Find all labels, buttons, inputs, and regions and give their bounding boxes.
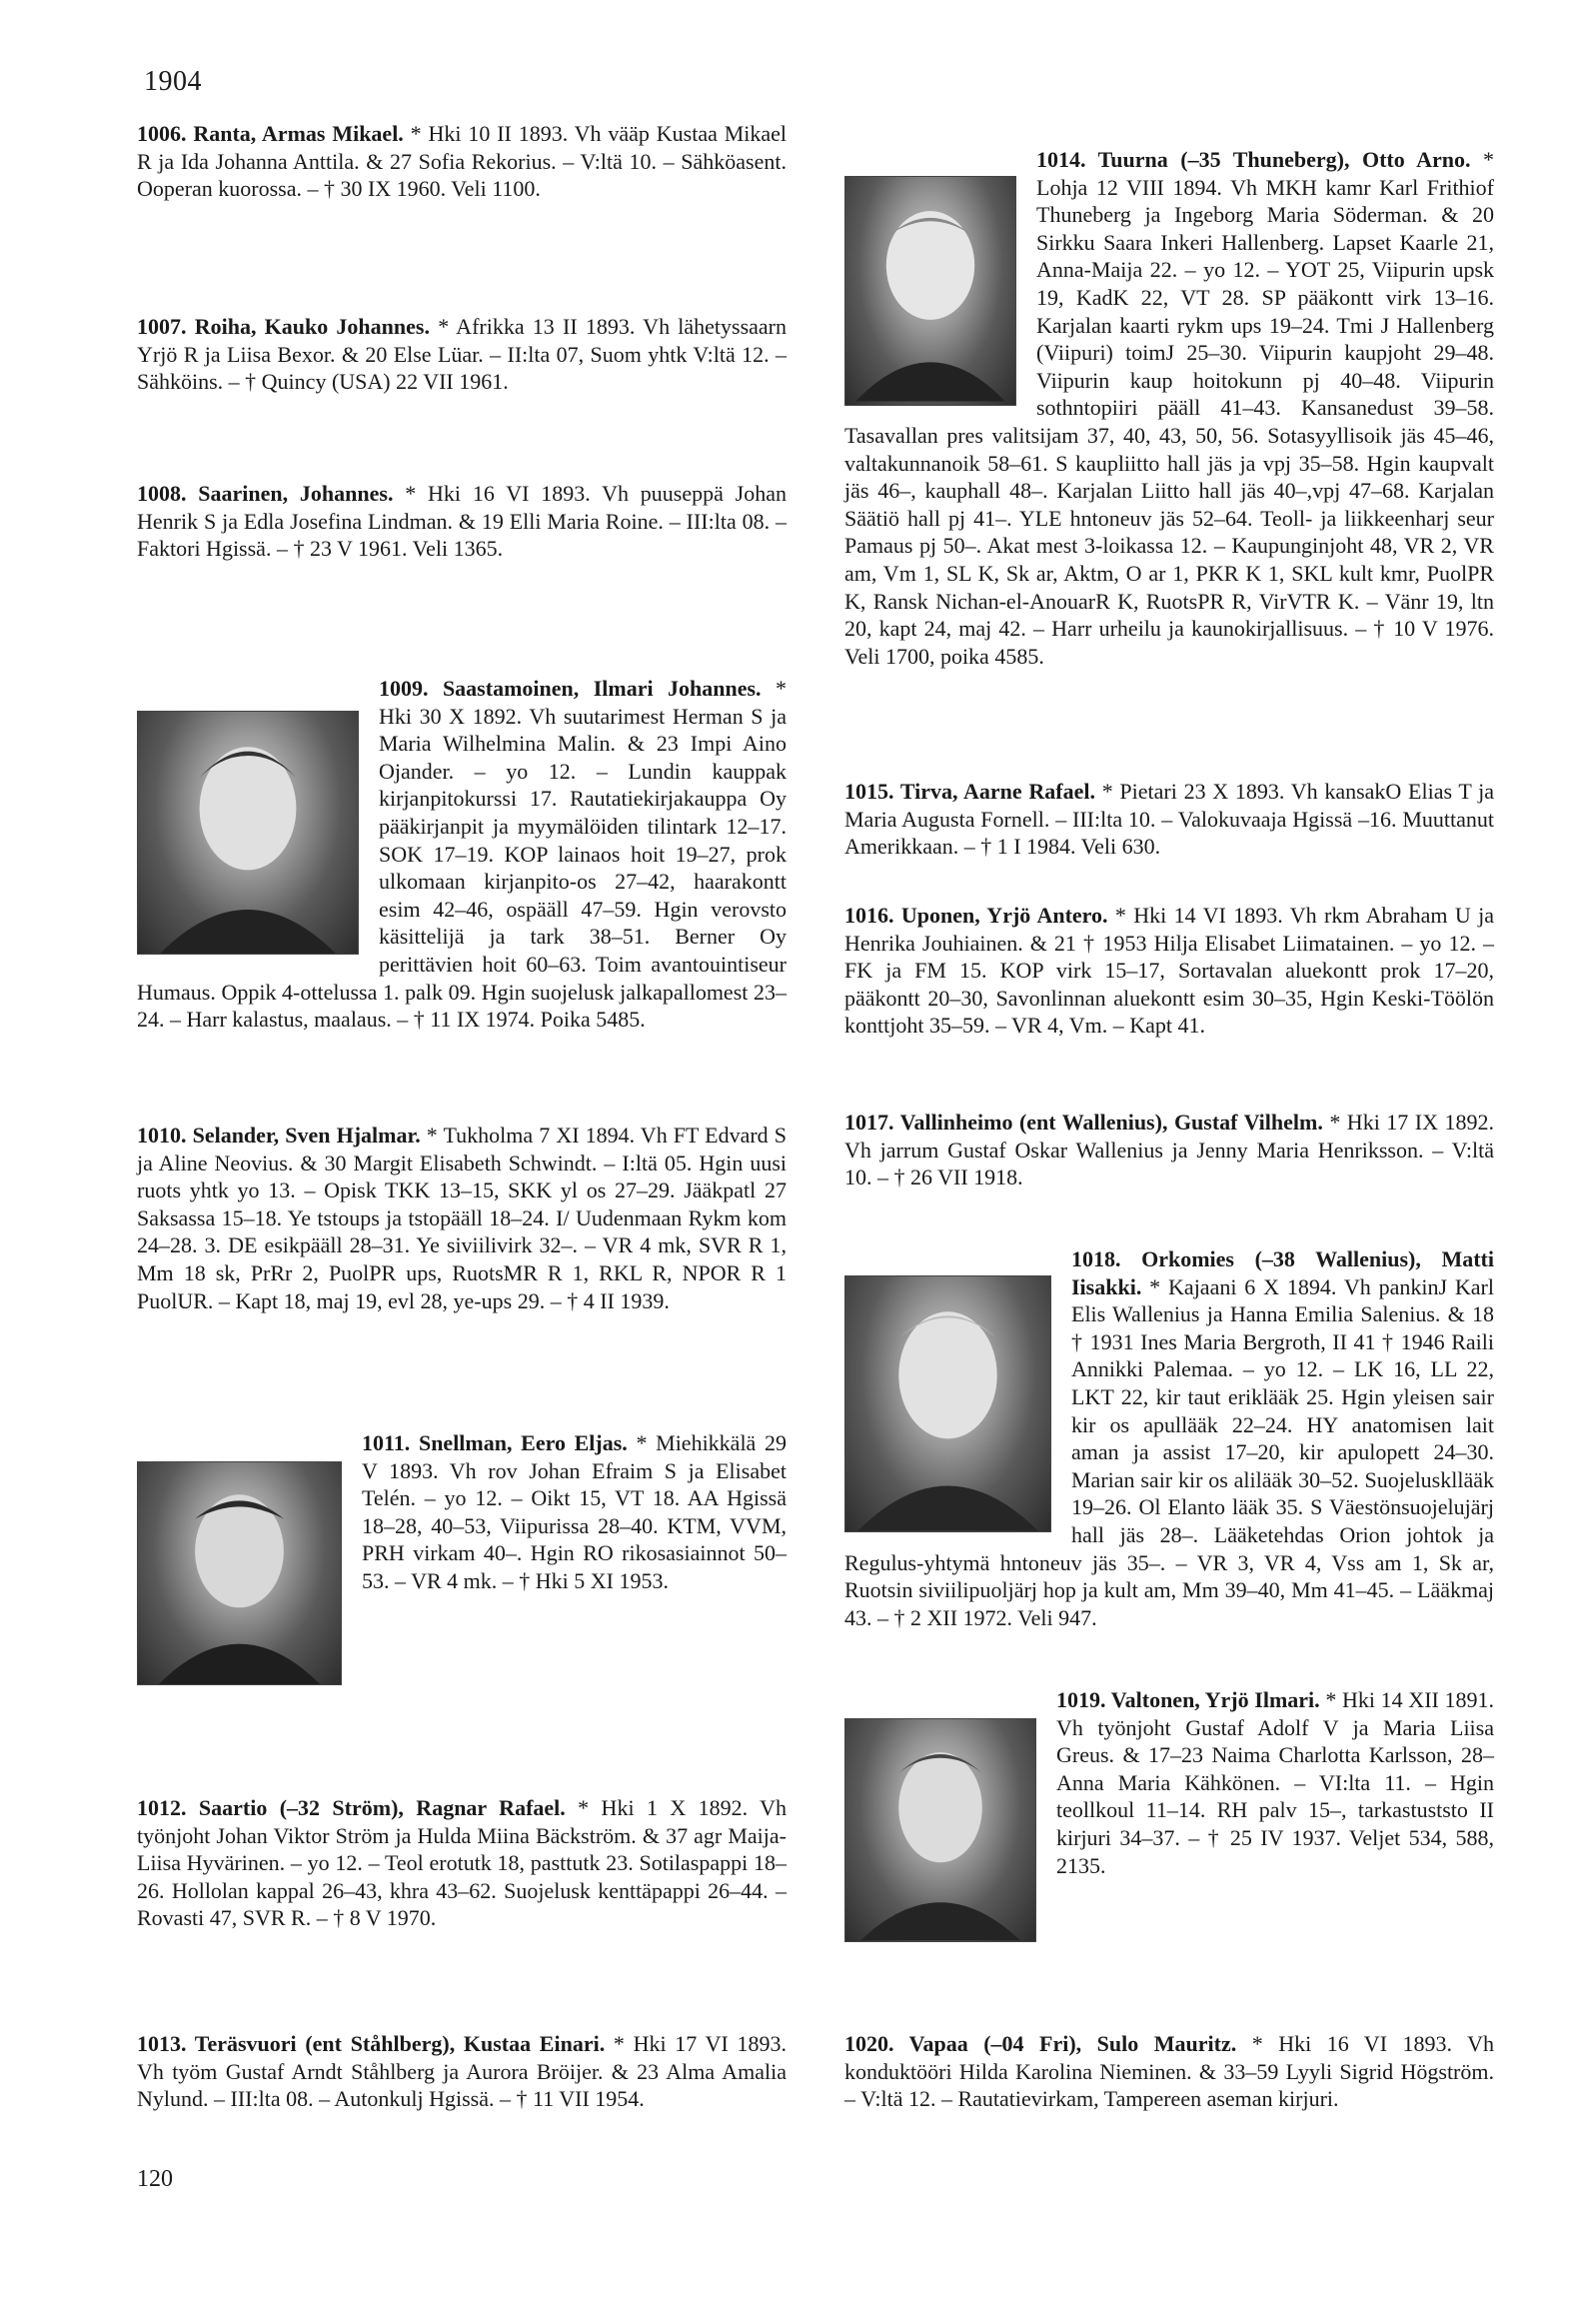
entry-name: 1019. Valtonen, Yrjö Ilmari. bbox=[1056, 1687, 1320, 1712]
portrait-photo bbox=[844, 1275, 1051, 1532]
entry-name: 1010. Selander, Sven Hjalmar. bbox=[137, 1123, 421, 1148]
portrait-silhouette-icon bbox=[138, 712, 358, 954]
portrait-silhouette-icon bbox=[845, 1719, 1035, 1941]
entry-name: 1013. Teräsvuori (ent Ståhlberg), Kustaa Einari. bbox=[137, 2031, 606, 2056]
entry-1014 bbox=[844, 146, 1494, 670]
entry-name: 1020. Vapaa (–04 Fri), Sulo Mauritz. bbox=[844, 2031, 1237, 2056]
entry-name: 1016. Uponen, Yrjö Antero. bbox=[844, 903, 1108, 928]
entry-name: 1008. Saarinen, Johannes. bbox=[137, 481, 394, 506]
entry-text: * Tukholma 7 XI 1894. Vh FT Edvard S ja Aline Neovius. & 30 Margit Elisabeth Schwindt. – I:ltä 05. Hgin uusi ruots yhtk yo 13. – Opisk TKK 13–15, SKK yl os 27–29. Jääkpatl 27 Saksassa 15–18. Ye tstoups ja tstopääll 18–24. I/ Uudenmaan Rykm kom 24–28. 3. DE esikpääll 28–31. Ye siviilivirk 32–. – VR 4 mk, SVR R 1, Mm 18 sk, PrRr 2, PuolPR ups, RuotsMR R 1, RKL R, NPOR R 1 PuolUR. – Kapt 18, maj 19, evl 28, ye-ups 29. – † 4 II 1939. bbox=[137, 1123, 787, 1313]
page-number: 120 bbox=[137, 2166, 173, 2192]
entry-1013 bbox=[137, 2030, 787, 2113]
page-header-year: 1904 bbox=[144, 66, 202, 97]
portrait-photo bbox=[137, 1461, 342, 1685]
portrait-silhouette-icon bbox=[138, 1462, 341, 1684]
entry-text: * Hki 16 VI 1893. Vh konduktööri Hilda Karolina Nieminen. & 33–59 Lyyli Sigrid Högström. – V:ltä 12. – Rautatievirkam, Tampereen aseman kirjuri. bbox=[844, 2031, 1494, 2112]
entry-text: * Lohja 12 VIII 1894. Vh MKH kamr Karl Frithiof Thuneberg ja Ingeborg Maria Söderman. & 20 Sirkku Saara Inkeri Hallenberg. Lapset Kaarle 21, Anna-Maija 22. – yo 12. – YOT 25, Viipurin upsk 19, KadK 22, VT 28. SP pääkontt virk 13–16. Karjalan kaarti rykm ups 19–24. Tmi J Hallenberg (Viipuri) toimJ 25–30. Viipurin kaupjoht 29–48. Viipurin kaup hoitokunn pj 40–48. Viipurin sothntopiiri pääll 41–43. Kansanedust 39–58. Tasavallan pres valitsijam 37, 40, 43, 50, 56. Sotasyyllisoik jäs 45–46, valtakunnanoik 58–61. S kaupliitto hall jäs ja vpj 35–58. Hgin kaupvalt jäs 46–, kauphall 48–. Karjalan Liitto hall jäs 40–,vpj 47–68. Karjalan Säätiö hall pj 41–. YLE hntoneuv jäs 52–64. Teoll- ja liikkeenharj seur Pamaus pj 50–. Akat mest 3-loikassa 12. – Kaupunginjoht 48, VR 2, VR am, Vm 1, SL K, Sk ar, Aktm, O ar 1, PKR K 1, SKL kult kmr, PuolPR K, Ransk Nichan-el-AnouarR K, RuotsPR R, VirVTR K. – Vänr 19, ltn 20, kapt 24, maj 42. – Harr urheilu ja kaunokirjallisuus. – † 10 V 1976. Veli 1700, poika 4585. bbox=[844, 147, 1494, 669]
entry-text: * Hki 10 II 1893. Vh vääp Kustaa Mikael R ja Ida Johanna Anttila. & 27 Sofia Rekorius. – V:ltä 10. – Sähköasent. Ooperan kuorossa. – † 30 IX 1960. Veli 1100. bbox=[137, 121, 788, 202]
entry-text: * Miehikkälä 29 V 1893. Vh rov Johan Efraim S ja Elisabet Telén. – yo 12. – Oikt 15, VT 18. AA Hgissä 18–28, 40–53, Viipurissa 28–40. KTM, VVM, PRH virkam 40–. Hgin RO rikosasiainnot 50–53. – VR 4 mk. – † Hki 5 XI 1953. bbox=[362, 1430, 787, 1593]
entry-1009 bbox=[137, 675, 787, 1034]
entry-text: * Afrikka 13 II 1893. Vh lähetyssaarn Yrjö R ja Liisa Bexor. & 20 Else Lüar. – II:lta 07, Suom yhtk V:ltä 12. – Sähköins. – † Quincy (USA) 22 VII 1961. bbox=[137, 314, 788, 395]
entry-1020 bbox=[844, 2030, 1494, 2113]
entry-1006 bbox=[137, 120, 787, 203]
entry-1007 bbox=[137, 313, 787, 396]
entry-name: 1017. Vallinheimo (ent Wallenius), Gustaf Vilhelm. bbox=[844, 1110, 1323, 1135]
entry-1008 bbox=[137, 480, 787, 563]
portrait-photo bbox=[137, 711, 359, 955]
entry-text: * Hki 1 X 1892. Vh työnjoht Johan Viktor Ström ja Hulda Miina Bäckström. & 37 agr Maija-Liisa Hyvärinen. – yo 12. – Teol erotutk 18, pasttutk 23. Sotilaspappi 18–26. Hollolan kappal 26–43, khra 43–62. Suojelusk kenttäpappi 26–44. – Rovasti 47, SVR R. – † 8 V 1970. bbox=[137, 1795, 787, 1931]
entry-1017 bbox=[844, 1109, 1494, 1191]
entry-name: 1009. Saastamoinen, Ilmari Johannes. bbox=[379, 676, 762, 701]
entry-1010 bbox=[137, 1122, 787, 1314]
entry-name: 1015. Tirva, Aarne Rafael. bbox=[844, 779, 1095, 804]
entry-name: 1011. Snellman, Eero Eljas. bbox=[362, 1430, 628, 1455]
entry-text: * Hki 14 VI 1893. Vh rkm Abraham U ja Henrika Jouhiainen. & 21 † 1953 Hilja Elisabet Liimatainen. – yo 12. – FK ja FM 15. KOP virk 15–17, Sortavalan aluekontt prok 17–20, pääkontt 20–30, Savonlinnan aluekontt esim 30–35, Hgin Keski-Töölön konttjoht 35–59. – VR 4, Vm. – Kapt 41. bbox=[844, 903, 1494, 1039]
entry-text: * Hki 14 XII 1891. Vh työnjoht Gustaf Adolf V ja Maria Liisa Greus. & 17–23 Naima Charlotta Karlsson, 28– Anna Maria Kähkönen. – VI:lta 11. – Hgin teollkoul 11–14. RH palv 15–, tarkastuststo II kirjuri 34–37. – † 25 IV 1937. Veljet 534, 588, 2135. bbox=[1056, 1687, 1495, 1878]
portrait-photo bbox=[844, 176, 1016, 406]
entry-text: * Hki 17 IX 1892. Vh jarrum Gustaf Oskar Wallenius ja Jenny Maria Henriksson. – V:ltä 10. – † 26 VII 1918. bbox=[844, 1110, 1494, 1190]
entry-text: * Hki 17 VI 1893. Vh työm Gustaf Arndt Ståhlberg ja Aurora Bröijer. & 23 Alma Amalia Nylund. – III:lta 08. – Autonkulj Hgissä. – † 11 VII 1954. bbox=[137, 2031, 787, 2112]
entry-name: 1007. Roiha, Kauko Johannes. bbox=[137, 314, 430, 339]
entry-1019 bbox=[844, 1686, 1494, 1948]
entry-text: * Pietari 23 X 1893. Vh kansakO Elias T ja Maria Augusta Fornell. – III:lta 10. – Valokuvaaja Hgissä –16. Muuttanut Amerikkaan. – † 1 I 1984. Veli 630. bbox=[844, 779, 1494, 860]
entry-name: 1014. Tuurna (–35 Thuneberg), Otto Arno. bbox=[1036, 147, 1471, 172]
entry-name: 1018. Orkomies (–38 Wallenius), Matti Iisakki. bbox=[1071, 1246, 1494, 1299]
entry-1018 bbox=[844, 1245, 1494, 1631]
entry-text: * Hki 16 VI 1893. Vh puuseppä Johan Henrik S ja Edla Josefina Lindman. & 19 Elli Maria Roine. – III:lta 08. – Faktori Hgissä. – † 23 V 1961. Veli 1365. bbox=[137, 481, 787, 562]
entry-text: * Hki 30 X 1892. Vh suutarimest Herman S ja Maria Wilhelmina Malin. & 23 Impi Aino Ojander. – yo 12. – Lundin kauppak kirjanpitokurssi 17. Rautatiekirjakauppa Oy pääkirjanpit ja myymälöiden tilintark 12–17. SOK 17–19. KOP lainaos hoit 19–27, prok ulkomaan kirjanpito-os 27–42, haarakontt esim 42–46, ospääll 47–59. Hgin verovsto käsittelijä ja tark 38–51. Berner Oy perittävien hoit 60–63. Toim avantouintiseur Humaus. Oppik 4-ottelussa 1. palk 09. Hgin suojelusk jalkapallomest 23–24. – Harr kalastus, maalaus. – † 11 IX 1974. Poika 5485. bbox=[137, 676, 787, 1033]
entry-1016 bbox=[844, 902, 1494, 1040]
entry-name: 1012. Saartio (–32 Ström), Ragnar Rafael. bbox=[137, 1795, 566, 1820]
entry-1011 bbox=[137, 1429, 787, 1691]
portrait-photo bbox=[844, 1718, 1036, 1942]
entry-text: * Kajaani 6 X 1894. Vh pankinJ Karl Elis Wallenius ja Hanna Emilia Salenius. & 18 † 1931 Ines Maria Bergroth, II 41 † 1946 Raili Annikki Palemaa. – yo 12. – LK 16, LL 22, LKT 22, kir taut eriklääk 25. Hgin yleisen sair kir os apullääk 22–24. HY anatomisen lait aman ja assist 17–20, kir apulopett 24–30. Marian sair kir os alilääk 30–52. Suojeluskllääk 19–26. Ol Elanto lääk 35. S Väestönsuojelujärj hall jäs 28–. Lääketehdas Orion johtok ja Regulus-yhtymä hntoneuv jäs 35–. – VR 3, VR 4, Vss am 1, Sk ar, Ruotsin siviilipuoljärj hop ja kult am, Mm 39–40, Mm 41–45. – Lääkmaj 43. – † 2 XII 1972. Veli 947. bbox=[844, 1273, 1494, 1630]
entry-1012 bbox=[137, 1794, 787, 1932]
portrait-silhouette-icon bbox=[845, 1276, 1050, 1531]
entry-1015 bbox=[844, 778, 1494, 861]
entry-name: 1006. Ranta, Armas Mikael. bbox=[137, 121, 404, 146]
portrait-silhouette-icon bbox=[845, 177, 1015, 405]
